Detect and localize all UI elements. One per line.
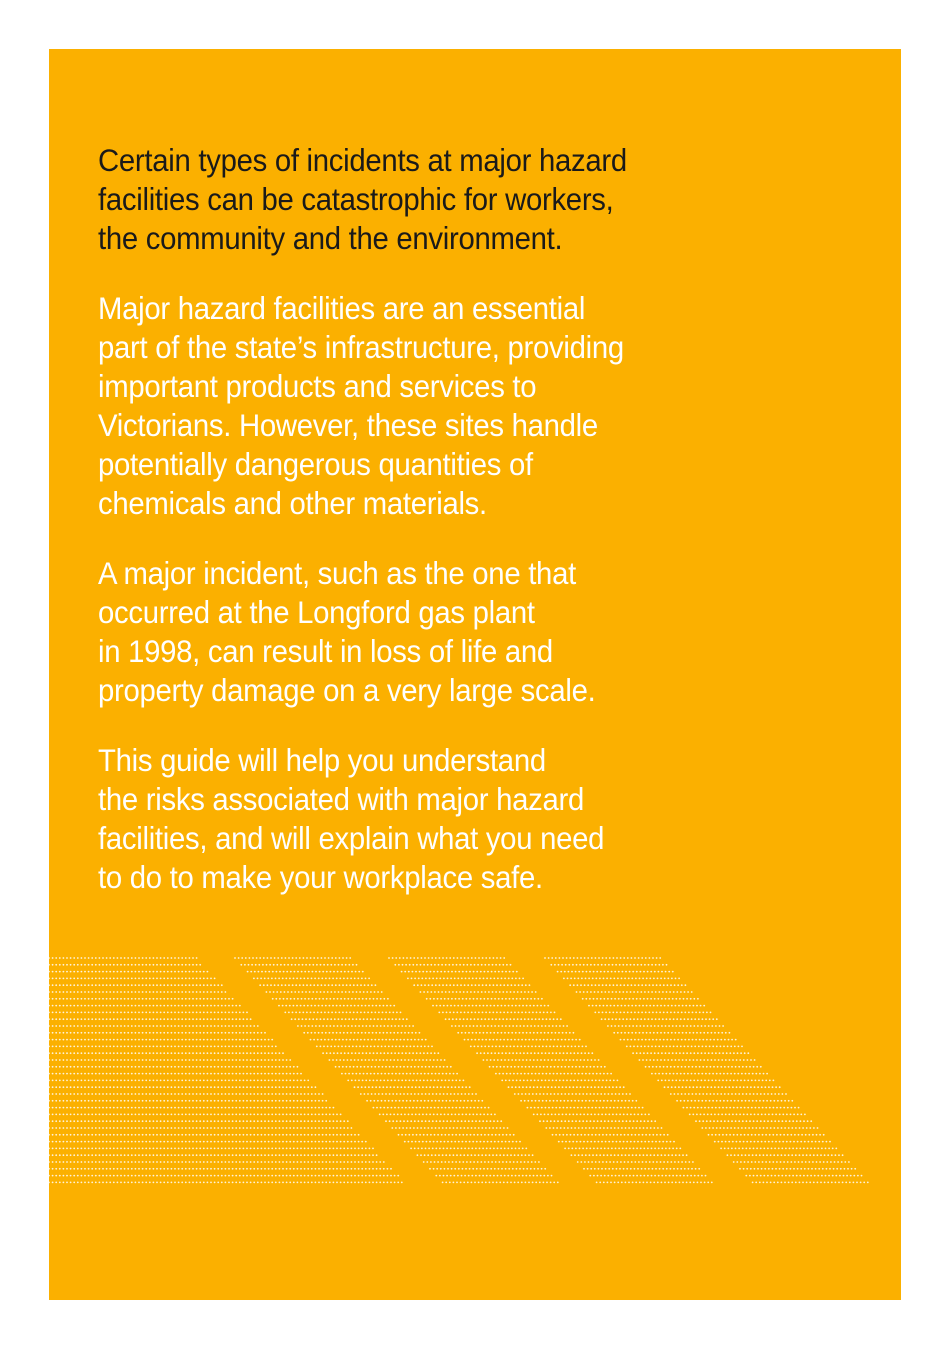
dotted-stripe-pattern	[49, 954, 901, 1184]
text-block	[98, 141, 749, 928]
paragraph-infrastructure: Major hazard facilities are an essential part of the state’s infrastructure, providing important products and services to Victorians. However, these sites handle potentially dangerous quantities of chemicals and other materials.	[98, 290, 624, 521]
paragraph-longford: A major incident, such as the one that occurred at the Longford gas plant in 1998, can result in loss of life and property damage on a very large scale.	[98, 555, 596, 708]
intro-paragraph: Certain types of incidents at major hazard facilities can be catastrophic for workers, the community and the environment.	[98, 142, 627, 256]
paragraph-guide: This guide will help you understand the risks associated with major hazard facilities, and will explain what you need to do to make your workplace safe.	[98, 742, 605, 895]
orange-panel	[49, 49, 901, 1300]
